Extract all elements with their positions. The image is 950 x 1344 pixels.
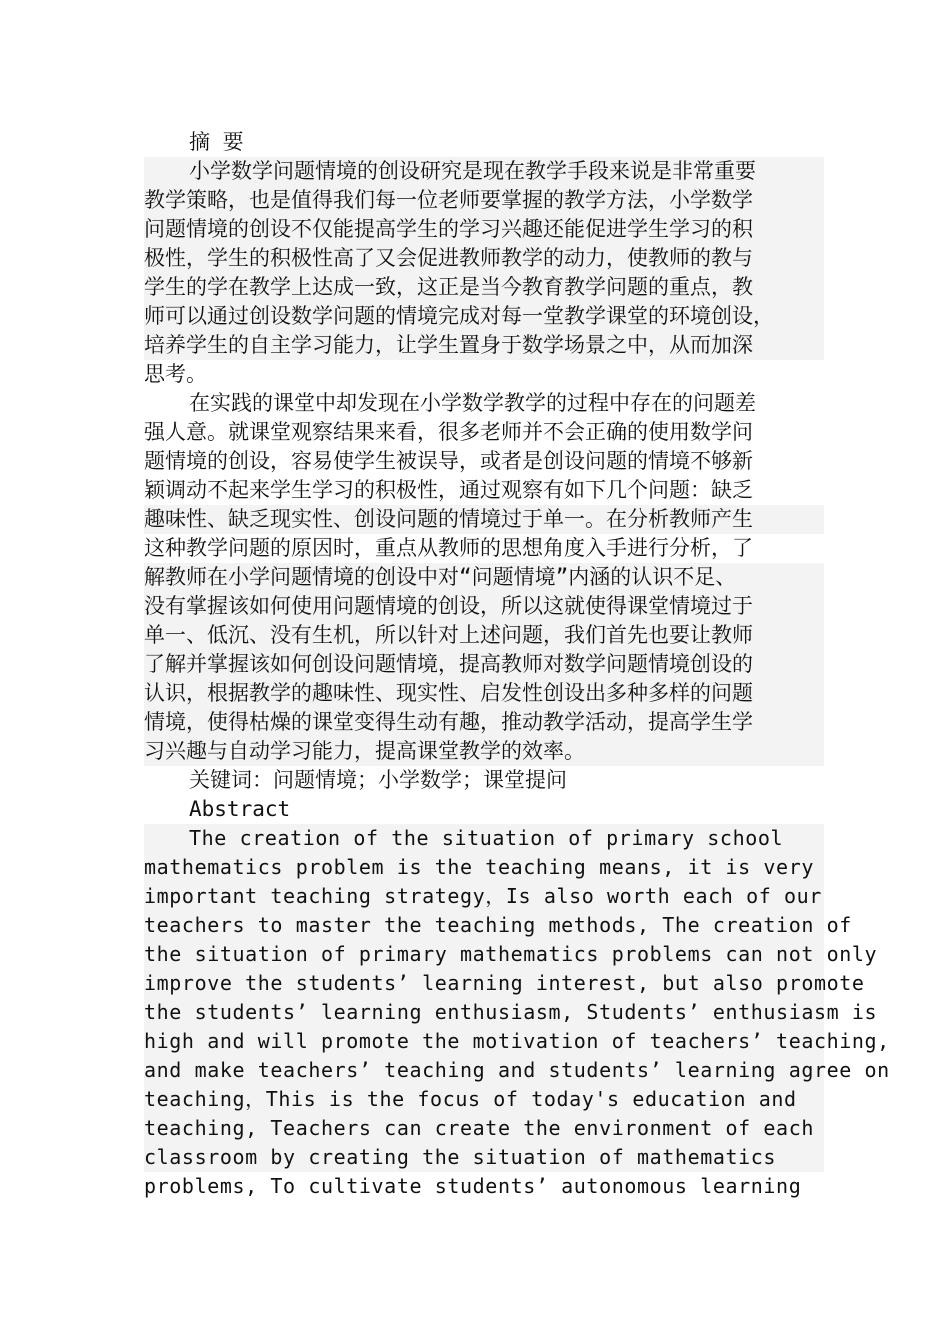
text-line: 学生的学在教学上达成一致，这正是当今教育教学问题的重点，教 <box>144 273 824 302</box>
abstract-cn-paragraph-2 <box>144 389 824 766</box>
text-line: classroom by creating the situation of mathematics <box>144 1143 824 1172</box>
text-line: teachers to master the teaching methods, The creation of <box>144 911 824 940</box>
abstract-cn-heading: 摘 要 <box>189 130 244 154</box>
text-line: problems, To cultivate students’ autonomous learning <box>144 1174 802 1198</box>
text-line: The creation of the situation of primary school <box>144 824 824 853</box>
text-line: improve the students’ learning interest, but also promote <box>144 969 824 998</box>
abstract-text <box>144 128 890 1201</box>
text-line: 情境，使得枯燥的课堂变得生动有趣，推动教学活动，提高学生学 <box>144 708 824 737</box>
text-line: 习兴趣与自动学习能力，提高课堂教学的效率。 <box>144 737 824 766</box>
text-line: 这种教学问题的原因时，重点从教师的思想角度入手进行分析，了 <box>144 536 753 560</box>
text-line: teaching, Teachers can create the environment of each <box>144 1114 824 1143</box>
text-line: 了解并掌握该如何创设问题情境，提高教师对数学问题情境创设的 <box>144 650 824 679</box>
text-line: teaching，This is the focus of today's education and <box>144 1085 824 1114</box>
text-line: 师可以通过创设数学问题的情境完成对每一堂教学课堂的环境创设， <box>144 302 824 331</box>
text-line: 在实践的课堂中却发现在小学数学教学的过程中存在的问题差 <box>189 391 756 415</box>
text-line: 小学数学问题情境的创设研究是现在教学手段来说是非常重要 <box>144 157 824 186</box>
abstract-cn-paragraph-1 <box>144 157 824 389</box>
abstract-en-heading: Abstract <box>189 797 291 821</box>
text-line: 题情境的创设，容易使学生被误导，或者是创设问题的情境不够新 <box>144 449 753 473</box>
text-line: high and will promote the motivation of teachers’ teaching, <box>144 1027 824 1056</box>
text-line: 思考。 <box>144 362 207 386</box>
text-line: mathematics problem is the teaching means, it is very <box>144 853 824 882</box>
text-line: 教学策略，也是值得我们每一位老师要掌握的教学方法，小学数学 <box>144 186 824 215</box>
text-line: important teaching strategy，Is also worth each of our <box>144 882 824 911</box>
abstract-en-paragraph-1 <box>144 824 890 1201</box>
text-line: 没有掌握该如何使用问题情境的创设，所以这就使得课堂情境过于 <box>144 592 824 621</box>
keywords-line: 关键词：问题情境；小学数学；课堂提问 <box>189 768 567 792</box>
text-line: 趣味性、缺乏现实性、创设问题的情境过于单一。在分析教师产生 <box>144 505 824 534</box>
text-line: 问题情境的创设不仅能提高学生的学习兴趣还能促进学生学习的积 <box>144 215 824 244</box>
text-line: and make teachers’ teaching and students’ learning agree on <box>144 1056 824 1085</box>
text-line: 培养学生的自主学习能力，让学生置身于数学场景之中，从而加深 <box>144 331 824 360</box>
text-line: 单一、低沉、没有生机，所以针对上述问题，我们首先也要让教师 <box>144 621 824 650</box>
text-line: the students’ learning enthusiasm, Students’ enthusiasm is <box>144 998 824 1027</box>
text-line: 认识，根据教学的趣味性、现实性、启发性创设出多种多样的问题 <box>144 679 824 708</box>
text-line: 解教师在小学问题情境的创设中对“问题情境”内涵的认识不足、 <box>144 563 824 592</box>
text-line: 极性，学生的积极性高了又会促进教师教学的动力，使教师的教与 <box>144 244 824 273</box>
text-line: 强人意。就课堂观察结果来看，很多老师并不会正确的使用数学问 <box>144 420 753 444</box>
text-line: the situation of primary mathematics problems can not only <box>144 940 824 969</box>
text-line: 颖调动不起来学生学习的积极性，通过观察有如下几个问题：缺乏 <box>144 478 753 502</box>
